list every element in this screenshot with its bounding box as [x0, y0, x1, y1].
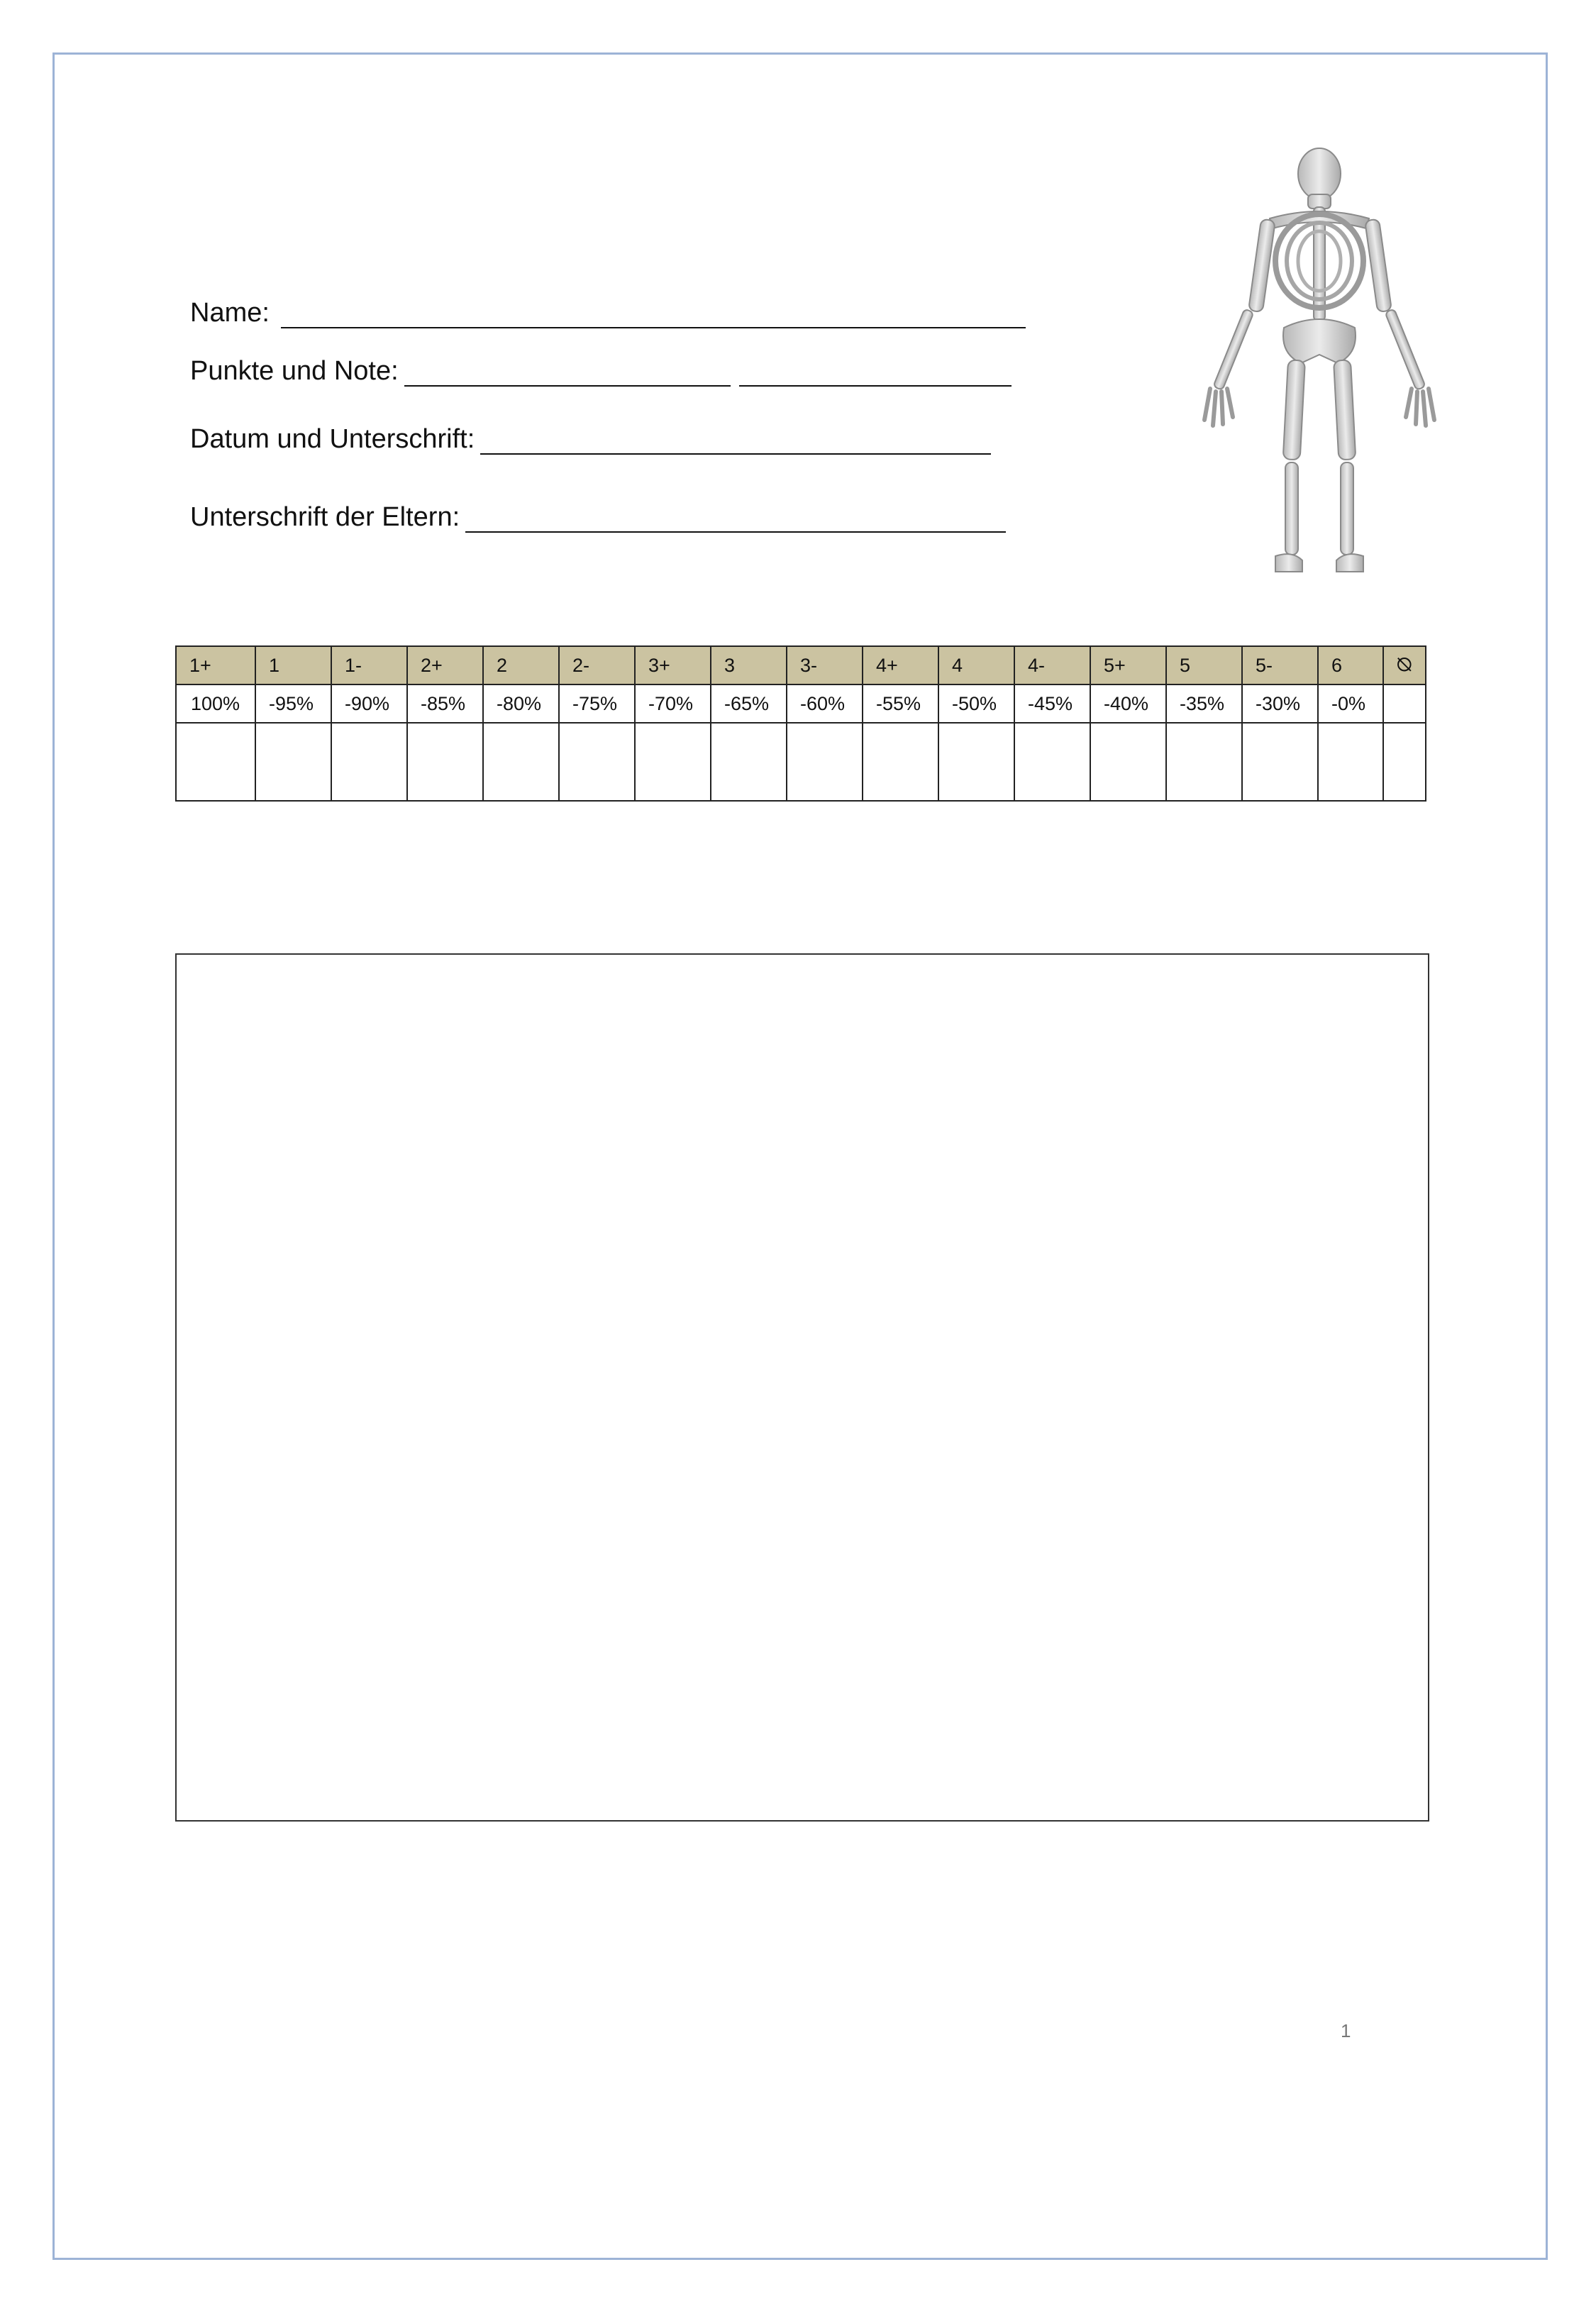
- percentage-cell: -30%: [1242, 684, 1318, 723]
- entry-cell[interactable]: [711, 723, 787, 801]
- grade-cell: 3-: [787, 646, 863, 684]
- entry-cell[interactable]: [1383, 723, 1426, 801]
- page-number: 1: [1341, 2020, 1351, 2041]
- grade-cell: 1: [255, 646, 331, 684]
- grade-cell: 5: [1166, 646, 1242, 684]
- percentage-cell: -70%: [635, 684, 711, 723]
- percentage-row: [176, 684, 1426, 723]
- entry-cell[interactable]: [407, 723, 483, 801]
- percentage-cell: -35%: [1166, 684, 1242, 723]
- empty-set-symbol: ⦰: [1383, 646, 1426, 684]
- points-field[interactable]: [190, 356, 1012, 387]
- grade-underline[interactable]: [739, 361, 1012, 387]
- percentage-cell: [1383, 684, 1426, 723]
- entry-cell[interactable]: [255, 723, 331, 801]
- name-underline[interactable]: [281, 303, 1026, 328]
- entry-cell[interactable]: [331, 723, 407, 801]
- grade-cell: 2-: [559, 646, 635, 684]
- parents-field[interactable]: [190, 502, 1006, 533]
- percentage-cell: -90%: [331, 684, 407, 723]
- percentage-cell: -55%: [863, 684, 938, 723]
- percentage-cell: -40%: [1090, 684, 1166, 723]
- entry-cell[interactable]: [635, 723, 711, 801]
- grade-cell: 2: [483, 646, 559, 684]
- parents-label: Unterschrift der Eltern:: [190, 502, 460, 532]
- grade-cell: 5+: [1090, 646, 1166, 684]
- entry-cell[interactable]: [787, 723, 863, 801]
- percentage-cell: -50%: [938, 684, 1014, 723]
- grade-cell: 5-: [1242, 646, 1318, 684]
- grade-cell: 3+: [635, 646, 711, 684]
- percentage-cell: -60%: [787, 684, 863, 723]
- entry-cell[interactable]: [483, 723, 559, 801]
- entry-row[interactable]: [176, 723, 1426, 801]
- answer-box[interactable]: [175, 953, 1429, 1822]
- percentage-cell: -65%: [711, 684, 787, 723]
- grade-cell: 1-: [331, 646, 407, 684]
- parents-underline[interactable]: [465, 507, 1006, 533]
- entry-cell[interactable]: [559, 723, 635, 801]
- grade-cell: 4: [938, 646, 1014, 684]
- percentage-cell: -85%: [407, 684, 483, 723]
- points-label: Punkte und Note:: [190, 356, 399, 386]
- grade-cell: 2+: [407, 646, 483, 684]
- grade-cell: 1+: [176, 646, 255, 684]
- date-field[interactable]: [190, 424, 991, 455]
- entry-cell[interactable]: [1014, 723, 1090, 801]
- entry-cell[interactable]: [938, 723, 1014, 801]
- percentage-cell: -0%: [1318, 684, 1383, 723]
- entry-cell[interactable]: [1166, 723, 1242, 801]
- grade-cell: 4-: [1014, 646, 1090, 684]
- percentage-cell: -45%: [1014, 684, 1090, 723]
- date-underline[interactable]: [480, 429, 991, 455]
- percentage-cell: -95%: [255, 684, 331, 723]
- entry-cell[interactable]: [1318, 723, 1383, 801]
- grade-table: [175, 645, 1426, 802]
- points-underline[interactable]: [404, 361, 731, 387]
- entry-cell[interactable]: [1242, 723, 1318, 801]
- entry-cell[interactable]: [176, 723, 255, 801]
- entry-cell[interactable]: [863, 723, 938, 801]
- grade-row: [176, 646, 1426, 684]
- percentage-cell: -80%: [483, 684, 559, 723]
- grade-cell: 4+: [863, 646, 938, 684]
- name-label: Name:: [190, 298, 270, 328]
- grade-cell: 6: [1318, 646, 1383, 684]
- grade-cell: 3: [711, 646, 787, 684]
- entry-cell[interactable]: [1090, 723, 1166, 801]
- percentage-cell: -75%: [559, 684, 635, 723]
- percentage-cell: 100%: [176, 684, 255, 723]
- skeleton-illustration: [1192, 142, 1447, 582]
- name-field[interactable]: [190, 298, 1026, 328]
- date-label: Datum und Unterschrift:: [190, 424, 475, 454]
